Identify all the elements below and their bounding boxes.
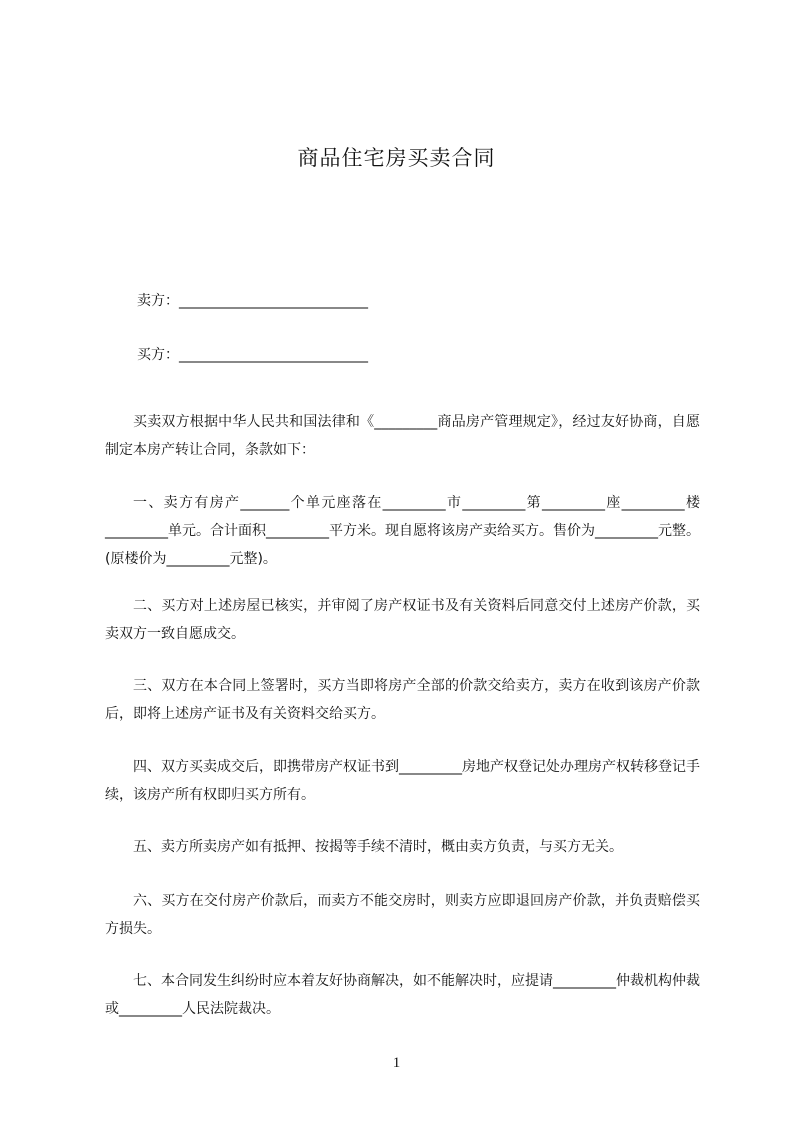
intro-paragraph: 买卖双方根据中华人民共和国法律和《_________商品房产管理规定》，经过友好协商，自愿制定本房产转让合同，条款如下： (105, 414, 700, 458)
clause-3: 三、双方在本合同上签署时，买方当即将房产全部的价款交给卖方，卖方在收到该房产价款后，即将上述房产证书及有关资料交给买方。 (105, 678, 700, 722)
clause-6: 六、买方在交付房产价款后，而卖方不能交房时，则卖方应即退回房产价款，并负责赔偿买方损失。 (105, 893, 700, 937)
page-number: 1 (392, 1055, 401, 1071)
clause-2: 二、买方对上述房屋已核实，并审阅了房产权证书及有关资料后同意交付上述房产价款，买卖双方一致自愿成交。 (105, 598, 700, 642)
buyer-line: 买方：___________________________ (137, 347, 368, 363)
document-title: 商品住宅房买卖合同 (297, 146, 496, 170)
seller-line: 卖方：___________________________ (137, 293, 368, 309)
clause-4: 四、双方买卖成交后，即携带房产权证书到_________房地产权登记处办理房产权转移登记手续，该房产所有权即归买方所有。 (105, 759, 700, 803)
clause-5: 五、卖方所卖房产如有抵押、按揭等手续不清时，概由卖方负责，与买方无关。 (133, 839, 623, 855)
clause-1: 一、卖方有房产_______个单元座落在_________市_________第_________座_________楼_________单元。合计面积_________平方米。现自愿将该房产卖给买方。售价为_________元整。(原楼价为_________元整)。 (105, 495, 700, 567)
clause-7: 七、本合同发生纠纷时应本着友好协商解决，如不能解决时，应提请_________仲裁机构仲裁或_________人民法院裁决。 (105, 973, 700, 1017)
